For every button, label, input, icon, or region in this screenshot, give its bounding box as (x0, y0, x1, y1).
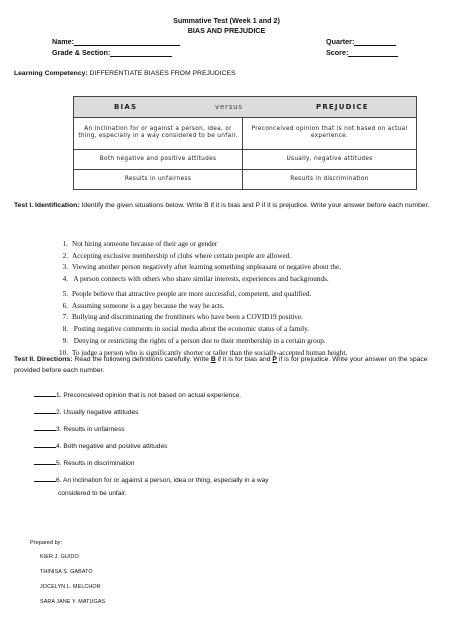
test1-instruction-text: Identify the given situations below. Write B if it is bias and P if it is prejudice. Write your answer before each number. (81, 202, 430, 209)
comparison-header (74, 97, 416, 118)
prepared-by-label: Prepared by: (30, 540, 63, 546)
test1-label: Test I. Identification: (14, 202, 80, 209)
answer-blank[interactable] (34, 424, 56, 431)
answer-blank[interactable] (34, 458, 56, 465)
item-number: 7. (62, 313, 68, 322)
prejudice-cell: Preconceived opinion that is not based on actual experience. (251, 126, 408, 139)
name-label: Name: (52, 37, 74, 46)
list-item (56, 252, 446, 264)
test-title: Summative Test (Week 1 and 2) (173, 16, 280, 25)
comparison-row (74, 117, 416, 150)
score-blank[interactable] (348, 49, 398, 57)
item-text: Not hiring someone because of their age or gender (72, 240, 218, 248)
list-item (34, 424, 125, 433)
item-text: To judge a person who is significantly shorter or taller than the socially-accepted human height. (72, 348, 348, 357)
learning-competency (14, 70, 236, 77)
test-subtitle: BIAS AND PREJUDICE (187, 26, 266, 35)
answer-blank[interactable] (34, 475, 56, 482)
answer-blank[interactable] (34, 390, 56, 397)
list-item (34, 390, 241, 399)
item-text: Denying or restricting the rights of a person due to their membership in a certain group. (72, 336, 326, 345)
item-text: A person connects with others who share similar interests, experiences and backgrounds. (72, 275, 329, 284)
item-number: 8. (62, 325, 68, 334)
comparison-row (74, 150, 416, 170)
b-letter: B (210, 356, 216, 363)
prejudice-cell: Results in discrimination (290, 176, 369, 183)
item-number: 5. (62, 290, 68, 299)
grade-section-label: Grade & Section: (52, 48, 111, 57)
list-item (56, 302, 446, 314)
list-item (56, 290, 446, 302)
score-field[interactable] (326, 48, 398, 57)
list-item-continuation: considered to be unfair. (58, 490, 127, 497)
test1-items (56, 240, 446, 360)
preparer-name: KIER J. GUIDO (40, 554, 79, 560)
grade-section-field[interactable] (52, 48, 172, 57)
bias-vs-prejudice-table (73, 96, 417, 190)
item-text: 2. Usually negative attitudes (56, 409, 139, 416)
item-number: 10. (59, 348, 68, 357)
item-text: 3. Results in unfairness (56, 426, 125, 433)
quarter-blank[interactable] (354, 38, 396, 46)
bias-cell: Both negative and positive attitudes (99, 156, 217, 163)
list-item (56, 240, 446, 252)
item-number: 1. (62, 240, 68, 248)
item-number: 3. (62, 263, 68, 272)
answer-blank[interactable] (34, 441, 56, 448)
answer-blank[interactable] (34, 407, 56, 414)
competency-text: DIFFERENTIATE BIASES FROM PREJUDICES (89, 70, 236, 77)
item-text: 6. An inclination for or against a person, idea or thing, especially in a way (56, 477, 269, 484)
list-item (34, 475, 269, 484)
test1-instructions (14, 201, 442, 212)
quarter-field[interactable] (326, 37, 396, 46)
bias-cell: Results in unfairness (124, 176, 192, 183)
list-item (56, 313, 446, 325)
list-item (56, 325, 446, 337)
item-number: 9. (62, 336, 68, 345)
item-number: 6. (62, 301, 68, 310)
list-item (56, 275, 446, 290)
preparer-name: THINISA S. GABATO (40, 569, 93, 575)
item-text: People believe that attractive people are more successful, competent, and qualified. (72, 290, 312, 299)
versus-heading: versus (215, 103, 243, 111)
list-item (34, 407, 138, 416)
item-number: 2. (62, 251, 68, 260)
list-item (56, 337, 446, 349)
bias-cell: An inclination for or against a person, idea, or thing, especially in a way considered to be unfair. (78, 126, 238, 139)
test2-instructions (14, 355, 442, 376)
item-text: 5. Results in discrimination (56, 460, 135, 467)
test2-instruction-a: Read the following definitions carefully. Write (74, 356, 211, 363)
p-letter: P (272, 356, 277, 363)
item-text: Viewing another person negatively after learning something unpleasant or negative about the. (72, 263, 342, 272)
item-text: Assuming someone is a gay because the way he acts. (72, 301, 225, 310)
item-number: 4. (62, 275, 68, 284)
score-label: Score: (326, 48, 349, 57)
item-text: Accepting exclusive membership of clubs where certain people are allowed. (72, 251, 292, 260)
name-field[interactable] (52, 37, 180, 46)
test2-label: Test II. Directions: (14, 356, 73, 363)
list-item (34, 458, 134, 467)
item-text: Posting negative comments in social media about the economic status of a family. (72, 325, 310, 334)
list-item (34, 441, 167, 450)
competency-label: Learning Competency: (14, 70, 88, 77)
bias-heading: BIAS (114, 103, 138, 111)
prejudice-cell: Usually, negative attitudes (286, 156, 373, 163)
prejudice-heading: PREJUDICE (316, 103, 369, 111)
test2-instruction-c: if is for prejudice. Write your answer on the space provided before each number. (14, 356, 428, 374)
item-text: Bullying and discriminating the frontliners who have been a COVID19 positive. (72, 313, 303, 322)
item-text: 4. Both negative and positive attitudes (56, 443, 168, 450)
item-text: 1. Preconceived opinion that is not based on actual experience. (56, 392, 242, 399)
comparison-row (74, 170, 416, 189)
name-blank[interactable] (74, 38, 180, 46)
quarter-label: Quarter: (326, 37, 355, 46)
preparer-name: JOCELYN L. MELCHOR (40, 584, 101, 590)
test2-instruction-b: if it is for bias and (215, 356, 273, 363)
preparer-name: SARA JANE Y. MATUGAS (40, 599, 106, 605)
grade-section-blank[interactable] (110, 49, 172, 57)
list-item (56, 263, 446, 275)
